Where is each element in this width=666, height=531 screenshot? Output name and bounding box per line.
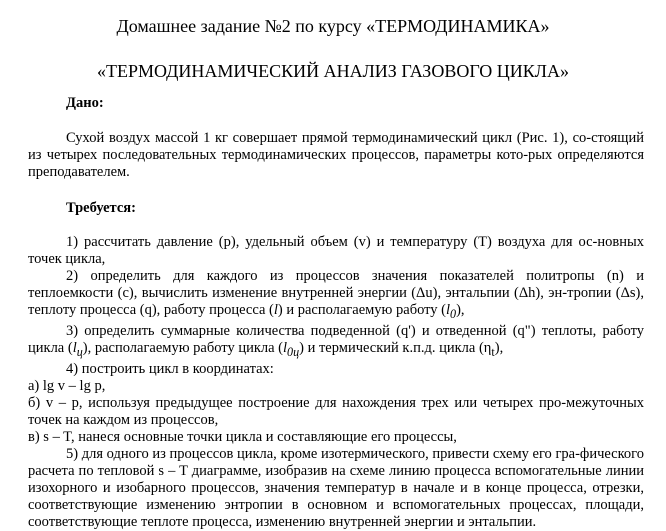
work-symbol: l — [273, 302, 278, 318]
document-subtitle: «ТЕРМОДИНАМИЧЕСКИЙ АНАЛИЗ ГАЗОВОГО ЦИКЛА» — [97, 61, 569, 81]
required-heading: Требуется: — [66, 200, 136, 216]
list-item-3-text-c: ) и термический к.п.д. цикла (η — [299, 339, 492, 356]
list-item-5: 5) для одного из процессов цикла, кроме изотермического, привести схему его гра-фического расчета по тепловой s – T диаграмме, изобразив на схеме линию процесса вспомогательные линии изохорного и изобарного процессов, значения температур в начале и в конце процесса, отрезки, соответствующие изменению энтропии в основном и вспомогательных процессах, площади, соответствующие теплоте процесса, изменению внутренней энергии и энтальпии. — [28, 445, 644, 530]
list-item-2-text-c: ), — [456, 302, 465, 318]
document-title: Домашнее задание №2 по курсу «ТЕРМОДИНАМИКА» — [116, 16, 550, 36]
list-item-3 — [28, 323, 644, 361]
cycle-work-subscript: ц — [76, 344, 83, 359]
available-work-symbol: l — [445, 302, 451, 318]
available-work-subscript: 0 — [450, 306, 457, 321]
list-item-4c: в) s – T, нанеся основные точки цикла и составляющие его процессы, — [28, 428, 457, 445]
cycle-available-work-symbol: l — [283, 339, 288, 356]
cycle-work-symbol: l — [72, 339, 77, 356]
list-item-3-text-d: ), — [494, 339, 504, 356]
list-item-4b: б) v – p, используя предыдущее построение для нахождения трех или четырех про-межуточных точек на каждом из процессов, — [28, 394, 644, 428]
cycle-available-work-subscript: 0ц — [287, 344, 300, 359]
efficiency-subscript: t — [491, 344, 495, 359]
required-list — [28, 234, 644, 531]
list-item-2-text-a: 2) определить для каждого из процессов значения показателей политропы (n) и теплоемкости (c), вычислить изменение внутренней энергии (Δu), энтальпии (Δh), эн-тропии (Δs), теплоту процесса (q), работу процесса ( — [28, 268, 644, 318]
list-item-3-text-b: ), располагаемую работу цикла ( — [82, 339, 284, 356]
list-item-4a: а) lg v – lg p, — [28, 377, 106, 394]
list-item-2 — [28, 268, 644, 323]
list-item-1: 1) рассчитать давление (p), удельный объем (v) и температуру (T) воздуха для ос-новных точек цикла, — [28, 234, 644, 267]
list-item-3-text-a: 3) определить суммарные количества подведенной (q') и отведенной (q") теплоты, работу цикла ( — [28, 322, 644, 356]
given-paragraph: Сухой воздух массой 1 кг совершает прямой термодинамический цикл (Рис. 1), со-стоящий из четырех последовательных термодинамических процессов, параметры кото-рых определяются преподавателем. — [28, 130, 644, 180]
given-heading: Дано: — [66, 95, 104, 111]
list-item-4: 4) построить цикл в координатах: — [66, 360, 274, 377]
list-item-2-text-b: ) и располагаемую работу ( — [277, 302, 446, 318]
given-section — [28, 130, 644, 181]
